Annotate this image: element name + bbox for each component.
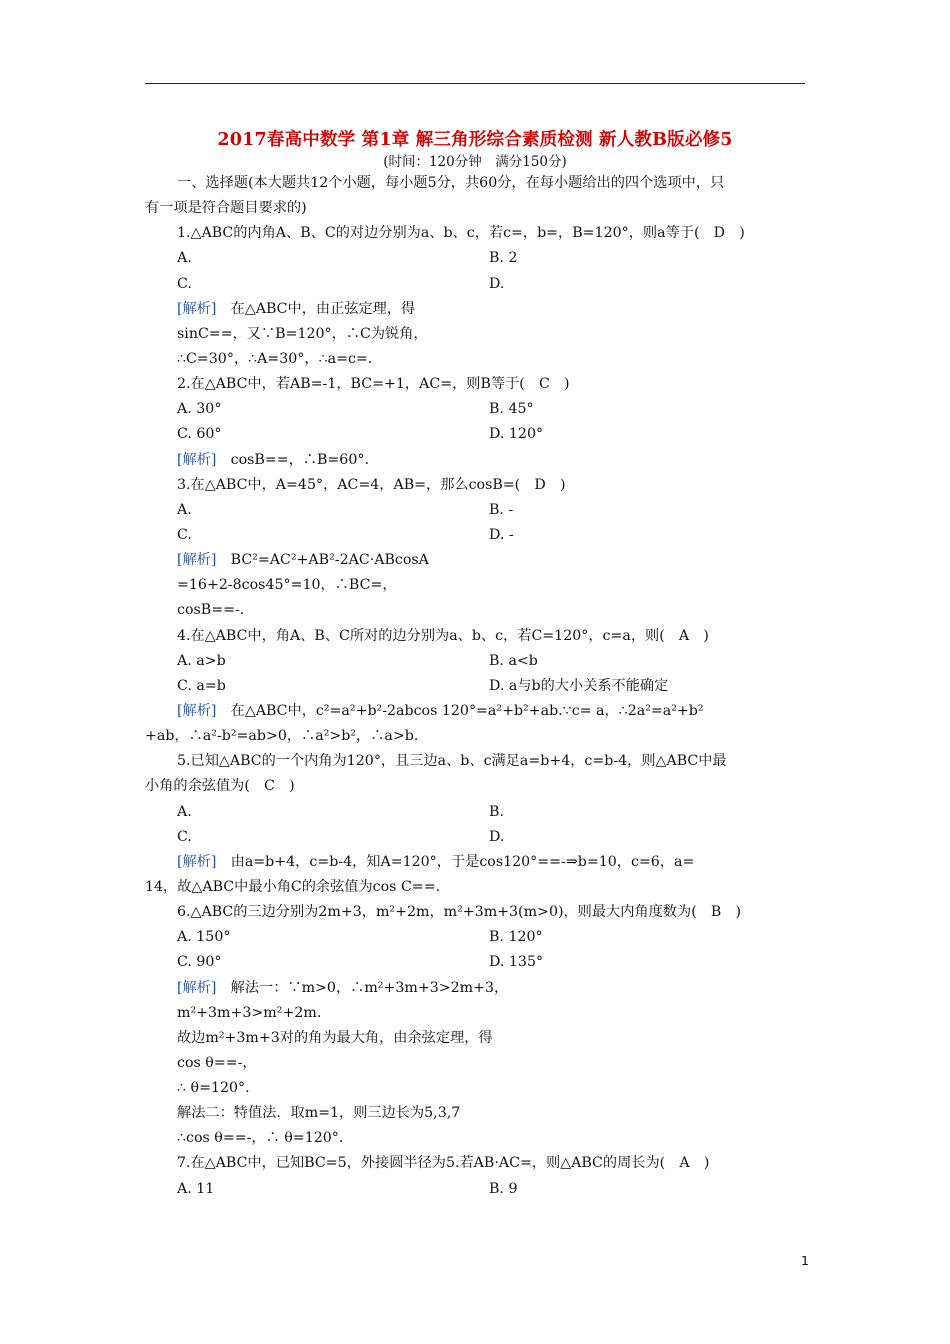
option-b: B. 9	[489, 1180, 518, 1197]
document-body	[145, 171, 807, 1202]
solution-line: ∴cos θ==-，∴ θ=120°.	[177, 1130, 344, 1147]
solution-text: 解法一：∵m>0，∴m²+3m+3>2m+3，	[216, 979, 509, 996]
solution-line: sinC==，又∵B=120°，∴C为锐角，	[177, 325, 428, 342]
option-c: C. 90°	[177, 954, 222, 971]
option-row	[145, 925, 807, 950]
option-c: C.	[177, 828, 192, 845]
solution-line: cos θ==-，	[177, 1054, 257, 1071]
option-c: C. a=b	[177, 677, 226, 694]
page-number: 1	[801, 1253, 809, 1268]
solution-line	[145, 548, 807, 573]
solution-label: [解析]	[177, 853, 217, 870]
option-d: D. 135°	[489, 954, 544, 971]
solution-line: ∴C=30°，∴A=30°，∴a=c=.	[177, 350, 373, 367]
solution-line: +ab，∴a²-b²=ab>0，∴a²>b²，∴a>b.	[145, 728, 419, 745]
solution-line	[145, 699, 807, 724]
option-row	[145, 397, 807, 422]
option-a: A. a>b	[177, 652, 226, 669]
option-b: B. 2	[489, 250, 518, 267]
document-subtitle: (时间：120分钟 满分150分)	[383, 154, 567, 170]
option-row	[145, 825, 807, 850]
solution-text: 由a=b+4，c=b-4，知A=120°，于是cos120°==-⇒b=10，c=6，a=	[216, 853, 695, 870]
option-row	[145, 950, 807, 975]
question-stem: 4.在△ABC中，角A、B、C所对的边分别为a、b、c，若C=120°，c=a，则( A )	[177, 627, 709, 644]
option-d: D. a与b的大小关系不能确定	[489, 677, 669, 694]
option-row	[145, 800, 807, 825]
solution-line: 解法二：特值法．取m=1，则三边长为5,3,7	[177, 1105, 461, 1122]
question-stem: 6.△ABC的三边分别为2m+3，m²+2m，m²+3m+3(m>0)，则最大内角度数为( B )	[177, 904, 742, 921]
option-row	[145, 1177, 807, 1202]
option-a: A. 11	[177, 1180, 215, 1197]
option-row	[145, 523, 807, 548]
solution-line	[145, 297, 807, 322]
solution-line: =16+2-8cos45°=10，∴BC=，	[177, 577, 397, 594]
option-row	[145, 498, 807, 523]
solution-line: m²+3m+3>m²+2m.	[177, 1004, 322, 1021]
option-b: B. -	[489, 501, 514, 518]
question-stem: 小角的余弦值为( C )	[145, 778, 295, 795]
solution-text: 在△ABC中，c²=a²+b²-2abcos 120°=a²+b²+ab.∵c= a，∴2a²=a²+b²	[216, 702, 704, 719]
question-stem: 5.已知△ABC的一个内角为120°，且三边a、b、c满足a=b+4，c=b-4，则△ABC中最	[177, 753, 727, 770]
question-stem: 7.在△ABC中，已知BC=5，外接圆半径为5.若AB·AC=，则△ABC的周长为( A )	[177, 1155, 710, 1172]
solution-label: [解析]	[177, 300, 217, 317]
option-c: C.	[177, 526, 192, 543]
header-rule	[145, 83, 805, 84]
option-d: D.	[489, 828, 505, 845]
option-row	[145, 674, 807, 699]
section-intro-line: 有一项是符合题目要求的)	[145, 200, 307, 217]
option-b: B. a<b	[489, 652, 538, 669]
option-d: D. 120°	[489, 426, 544, 443]
option-row	[145, 246, 807, 271]
solution-label: [解析]	[177, 451, 217, 468]
solution-text: BC²=AC²+AB²-2AC·ABcosA	[216, 552, 429, 569]
solution-line: cosB==-.	[177, 602, 245, 619]
option-d: D. -	[489, 526, 514, 543]
solution-line: ∴ θ=120°.	[177, 1080, 250, 1097]
solution-line	[145, 850, 807, 875]
solution-line	[145, 448, 807, 473]
option-row	[145, 649, 807, 674]
option-a: A.	[177, 250, 192, 267]
solution-label: [解析]	[177, 979, 217, 996]
option-a: A.	[177, 803, 192, 820]
option-b: B. 45°	[489, 401, 534, 418]
solution-label: [解析]	[177, 702, 217, 719]
option-row	[145, 422, 807, 447]
option-row	[145, 272, 807, 297]
question-stem: 1.△ABC的内角A、B、C的对边分别为a、b、c，若c=，b=，B=120°，则a等于( D )	[177, 225, 745, 242]
question-stem: 2.在△ABC中，若AB=-1，BC=+1，AC=，则B等于( C )	[177, 376, 570, 393]
option-d: D.	[489, 275, 505, 292]
solution-line: 14，故△ABC中最小角C的余弦值为cos C==.	[145, 878, 441, 895]
document-title: 2017春高中数学 第1章 解三角形综合素质检测 新人教B版必修5	[217, 130, 733, 150]
option-b: B. 120°	[489, 929, 543, 946]
solution-label: [解析]	[177, 552, 217, 569]
solution-text: 在△ABC中，由正弦定理，得	[216, 300, 416, 317]
option-c: C.	[177, 275, 192, 292]
solution-line: 故边m²+3m+3对的角为最大角，由余弦定理，得	[177, 1029, 493, 1046]
solution-line	[145, 976, 807, 1001]
solution-text: cosB==，∴B=60°.	[216, 451, 369, 468]
option-a: A. 150°	[177, 929, 231, 946]
option-c: C. 60°	[177, 426, 222, 443]
option-a: A. 30°	[177, 401, 222, 418]
option-b: B.	[489, 803, 504, 820]
question-stem: 3.在△ABC中，A=45°，AC=4，AB=，那么cosB=( D )	[177, 476, 566, 493]
section-intro-line: 一、选择题(本大题共12个小题，每小题5分，共60分，在每小题给出的四个选项中，只	[177, 175, 725, 191]
option-a: A.	[177, 501, 192, 518]
